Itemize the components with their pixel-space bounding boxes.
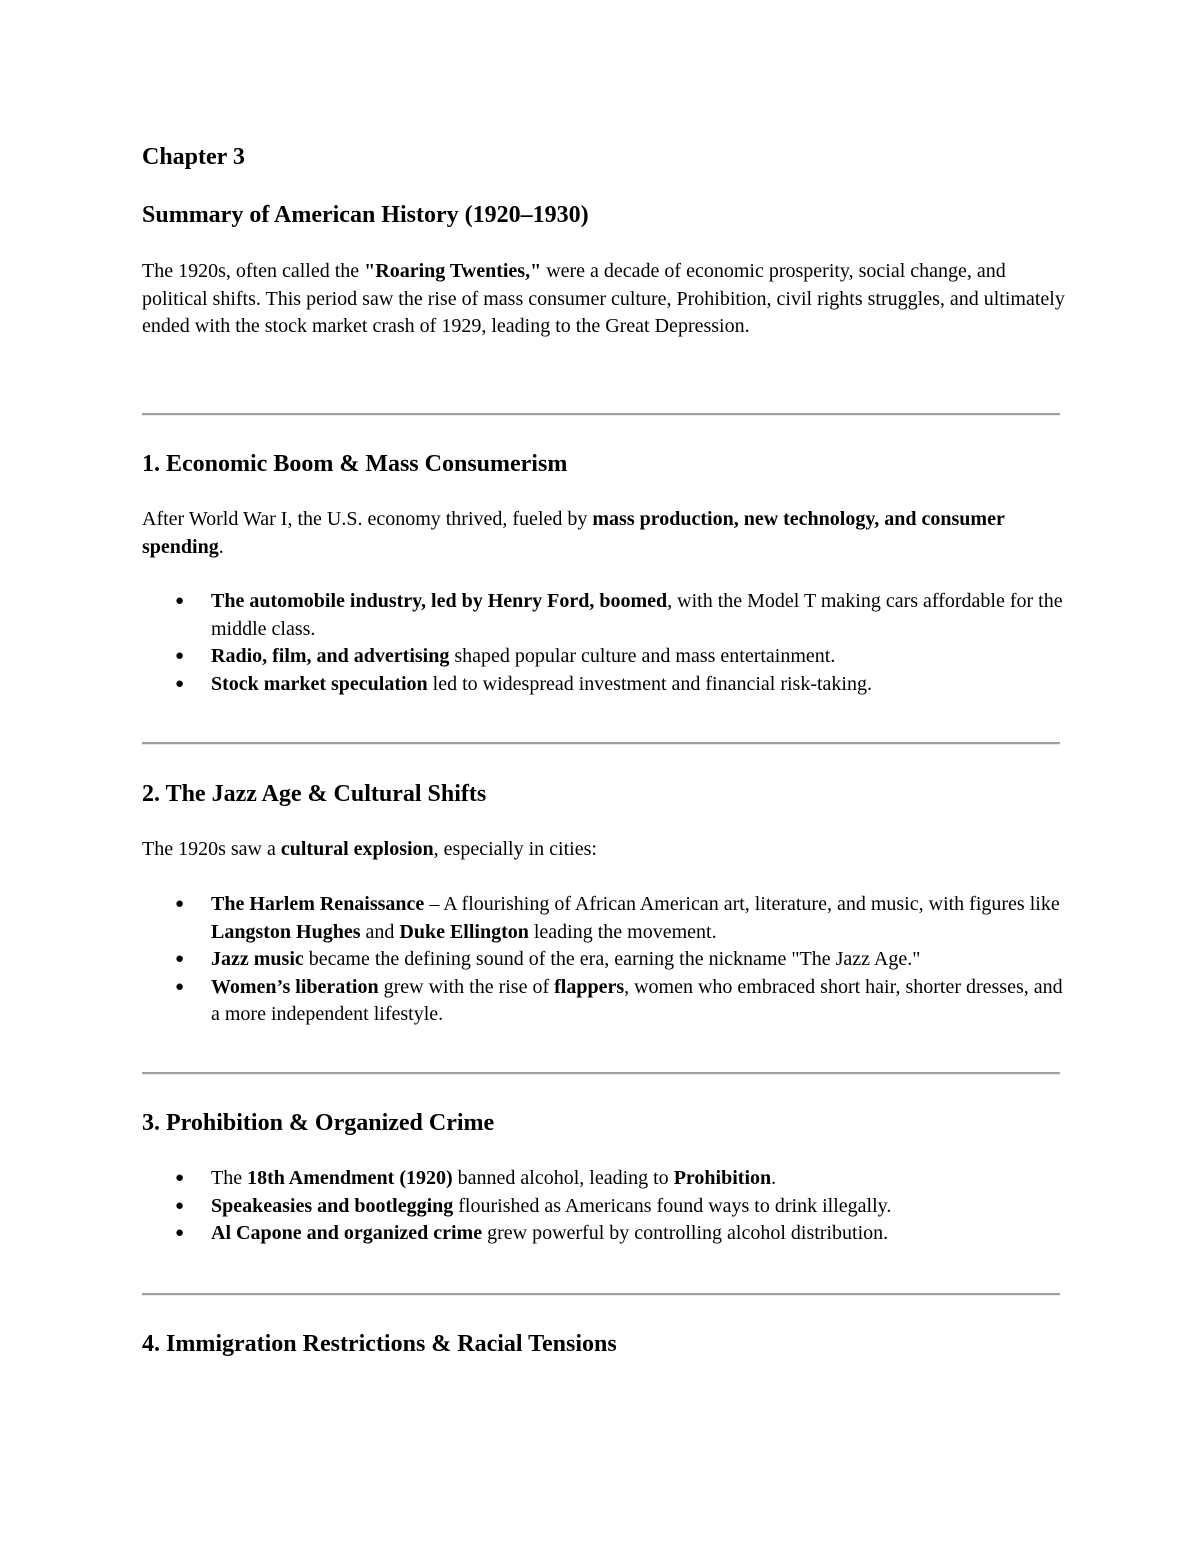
section-heading-prohibition: 3. Prohibition & Organized Crime — [142, 1110, 495, 1136]
list-item: ● The 18th Amendment (1920) banned alcohol, leading to Prohibition. — [142, 1165, 1072, 1193]
bullet-icon: ● — [175, 896, 185, 912]
list-item: ● Radio, film, and advertising shaped popular culture and mass entertainment. — [142, 643, 1072, 671]
section-divider — [142, 1293, 1060, 1296]
section-divider — [142, 1072, 1060, 1075]
bullet-icon: ● — [175, 648, 185, 664]
section-paragraph: The 1920s saw a cultural explosion, especially in cities: — [142, 838, 597, 860]
bullet-icon: ● — [175, 1225, 185, 1241]
bullet-icon: ● — [175, 1197, 185, 1214]
list-item: ● Women’s liberation grew with the rise of flappers, women who embraced short hair, shorter dresses, and a more independent lifestyle. — [175, 975, 1063, 1025]
list-item: ● The Harlem Renaissance – A flourishing of African American art, literature, and music, with figures like Langston Hughes and Duke Ellington leading the movement. — [175, 893, 1060, 943]
list-item: ● Stock market speculation led to widespread investment and financial risk-taking. — [142, 671, 1072, 699]
intro-paragraph: The 1920s, often called the "Roaring Twenties," were a decade of economic prosperity, social change, and political shifts. This period saw the rise of mass consumer culture, Prohibition, civil rights struggles, and ultimately ended with the stock market crash of 1929, leading to the Great Depression. — [142, 260, 1065, 337]
section-paragraph: After World War I, the U.S. economy thrived, fueled by mass production, new technology, and consumer spending. — [142, 508, 1005, 558]
bullet-icon: ● — [175, 593, 185, 609]
list-item: ● Jazz music became the defining sound of the era, earning the nickname "The Jazz Age." — [142, 946, 1072, 974]
bullet-list — [142, 588, 1072, 698]
chapter-label: Chapter 3 — [142, 144, 245, 170]
bullet-list — [142, 1165, 1072, 1248]
bullet-icon: ● — [175, 951, 185, 967]
bullet-icon: ● — [175, 1170, 185, 1186]
section-heading-economic-boom: 1. Economic Boom & Mass Consumerism — [142, 451, 568, 477]
list-item: ● Al Capone and organized crime grew powerful by controlling alcohol distribution. — [142, 1220, 1072, 1248]
bullet-icon: ● — [175, 978, 185, 995]
section-heading-jazz-age: 2. The Jazz Age & Cultural Shifts — [142, 781, 487, 807]
section-divider — [142, 742, 1060, 745]
bullet-icon: ● — [175, 675, 185, 692]
bullet-list — [142, 891, 1072, 1029]
document-title: Summary of American History (1920–1930) — [142, 202, 589, 228]
list-item: ● The automobile industry, led by Henry Ford, boomed, with the Model T making cars affordable for the middle class. — [175, 590, 1063, 640]
section-heading-immigration: 4. Immigration Restrictions & Racial Tensions — [142, 1331, 617, 1357]
list-item: ● Speakeasies and bootlegging flourished as Americans found ways to drink illegally. — [142, 1193, 1072, 1221]
section-divider — [142, 413, 1060, 416]
